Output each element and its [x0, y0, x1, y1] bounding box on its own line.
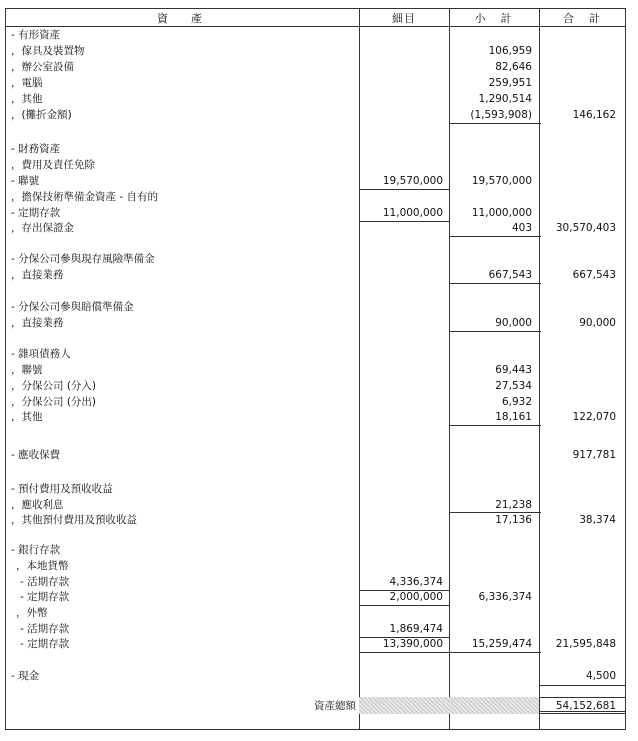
table-row [6, 346, 625, 362]
table-row [6, 621, 625, 637]
table-row [6, 251, 625, 267]
row-value: 90,000 [495, 317, 532, 329]
row-value: 18,161 [495, 411, 532, 423]
row-value: 2,000,000 [389, 591, 443, 603]
row-label: ，外幣 [16, 607, 48, 619]
table-row [6, 481, 625, 497]
row-value: 69,443 [495, 364, 532, 376]
table-row [6, 59, 625, 75]
row-label: ，其他 [11, 411, 43, 423]
header-assets: 資 產 [157, 12, 208, 25]
table-row [6, 378, 625, 394]
row-value: 106,959 [488, 45, 532, 57]
table-row [6, 75, 625, 91]
table-row [6, 299, 625, 315]
row-label: ，應收利息 [11, 499, 64, 511]
row-label: ，費用及責任免除 [11, 159, 95, 171]
row-value: 667,543 [572, 269, 616, 281]
row-label: - 應收保費 [11, 449, 61, 461]
row-value: 259,951 [488, 77, 532, 89]
table-row [6, 668, 625, 684]
row-value: 1,290,514 [478, 93, 532, 105]
row-value: 21,238 [495, 499, 532, 511]
row-value: 13,390,000 [382, 638, 443, 650]
total-value: 54,152,681 [555, 700, 616, 712]
row-value: 122,070 [572, 411, 616, 423]
row-label: ，擔保技術準備金資產 - 自有的 [11, 191, 158, 203]
row-value: 19,570,000 [471, 175, 532, 187]
row-label: ，分保公司 (分入) [11, 380, 97, 392]
row-label: ，(攤折金額) [11, 109, 72, 121]
row-label: - 定期存款 [20, 638, 70, 650]
row-label: - 預付費用及預收收益 [11, 483, 113, 495]
row-label: - 定期存款 [11, 207, 61, 219]
table-row [6, 512, 625, 528]
table-row [6, 141, 625, 157]
row-label: - 活期存款 [20, 576, 70, 588]
row-label: ，聯號 [11, 364, 43, 376]
table-row [6, 205, 625, 221]
table-header [6, 9, 625, 27]
subtotal-rule [449, 123, 541, 124]
row-value: 4,500 [585, 670, 616, 682]
subtotal-rule [449, 236, 541, 237]
row-label: - 雜項債務人 [11, 348, 71, 360]
row-value: 1,869,474 [389, 623, 443, 635]
row-label: - 有形資產 [11, 29, 61, 41]
table-row [6, 189, 625, 205]
row-label: - 分保公司參與現存風險準備金 [11, 253, 155, 265]
table-row [6, 558, 625, 574]
table-row [6, 542, 625, 558]
header-subtotal: 小 計 [474, 12, 514, 25]
table-row [6, 497, 625, 513]
subtotal-rule [449, 331, 541, 332]
row-label: ，分保公司 (分出) [11, 396, 97, 408]
row-value: 917,781 [572, 449, 616, 461]
header-total: 合 計 [563, 12, 602, 25]
total-label: 資產總額 [314, 700, 356, 712]
row-value: 90,000 [579, 317, 616, 329]
row-label: ，本地貨幣 [16, 560, 69, 572]
row-label: ，傢具及裝置物 [11, 45, 85, 57]
row-value: 11,000,000 [471, 207, 532, 219]
row-value: 403 [511, 222, 532, 234]
row-value: 38,374 [579, 514, 616, 526]
row-label: ，其他 [11, 93, 43, 105]
row-value: 17,136 [495, 514, 532, 526]
row-value: 30,570,403 [555, 222, 616, 234]
table-row [6, 173, 625, 189]
table-row [6, 107, 625, 123]
table-row [6, 589, 625, 605]
table-row [6, 636, 625, 652]
table-row [6, 605, 625, 621]
table-row [6, 267, 625, 283]
row-value: 6,932 [501, 396, 532, 408]
table-row [6, 362, 625, 378]
row-label: ，存出保證金 [11, 222, 74, 234]
table-row [6, 43, 625, 59]
subtotal-rule [539, 685, 626, 686]
row-value: 21,595,848 [555, 638, 616, 650]
row-label: ，直接業務 [11, 317, 64, 329]
row-label: - 現金 [11, 670, 40, 682]
table-row [6, 574, 625, 590]
row-value: (1,593,908) [470, 109, 532, 121]
row-value: 15,259,474 [471, 638, 532, 650]
balance-sheet [5, 8, 626, 730]
row-value: 4,336,374 [389, 576, 443, 588]
row-value: 146,162 [572, 109, 616, 121]
row-label: - 分保公司參與賠償準備金 [11, 301, 134, 313]
row-value: 27,534 [495, 380, 532, 392]
table-row [6, 27, 625, 43]
row-label: ，直接業務 [11, 269, 64, 281]
row-label: - 財務資產 [11, 143, 61, 155]
row-label: ，其他預付費用及預收收益 [11, 514, 137, 526]
row-value: 6,336,374 [478, 591, 532, 603]
subtotal-rule [449, 283, 541, 284]
row-value: 11,000,000 [382, 207, 443, 219]
table-row [6, 220, 625, 236]
header-detail: 細目 [392, 12, 416, 25]
table-row [6, 447, 625, 463]
table-row [6, 409, 625, 425]
table-row [6, 394, 625, 410]
subtotal-rule [359, 652, 450, 653]
table-row [6, 157, 625, 173]
row-label: - 銀行存款 [11, 544, 61, 556]
row-label: - 聯號 [11, 175, 40, 187]
row-label: ，辦公室設備 [11, 61, 74, 73]
subtotal-rule [449, 425, 541, 426]
table-row [6, 315, 625, 331]
row-value: 667,543 [488, 269, 532, 281]
table-row [6, 91, 625, 107]
row-label: - 定期存款 [20, 591, 70, 603]
row-value: 82,646 [495, 61, 532, 73]
subtotal-rule [449, 652, 541, 653]
row-value: 19,570,000 [382, 175, 443, 187]
row-label: - 活期存款 [20, 623, 70, 635]
row-label: ，電腦 [11, 77, 43, 89]
total-row [6, 698, 625, 714]
